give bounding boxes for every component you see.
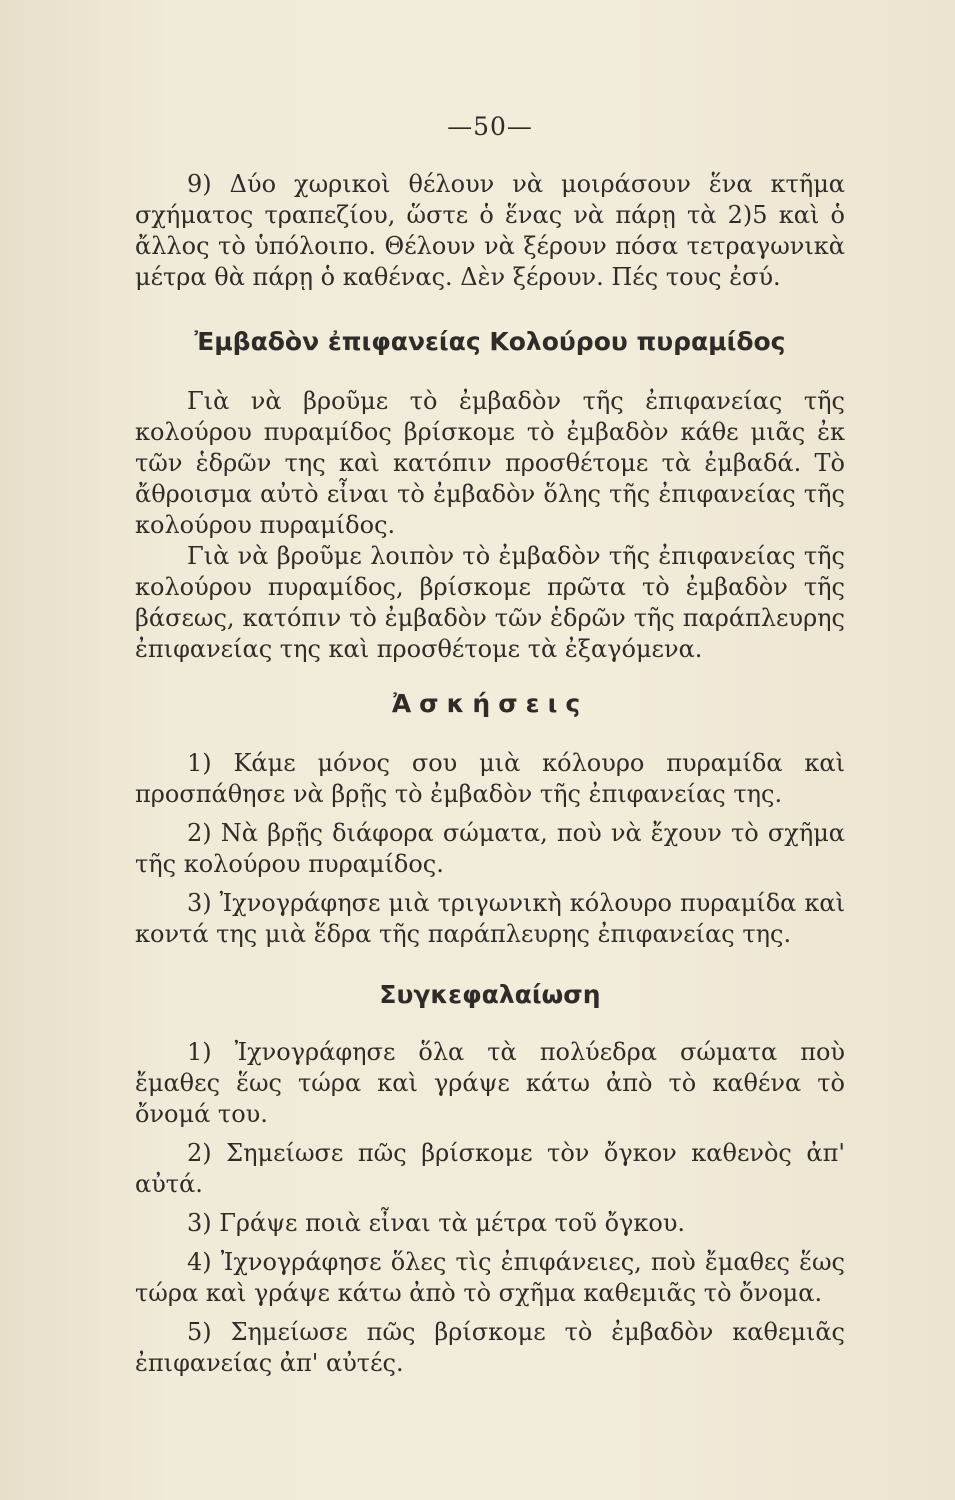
summary-item-1: 1) Ἰχνογράφησε ὅλα τὰ πολύεδρα σώματα ποὺ ἔμαθες ἕως τώρα καὶ γράψε κάτω ἀπὸ τὸ καθένα τὸ ὄνομά του. — [135, 1038, 845, 1128]
surface-area-paragraph-2: Γιὰ νὰ βροῦμε λοιπὸν τὸ ἐμβαδὸν τῆς ἐπιφανείας τῆς κολούρου πυραμίδος, βρίσκομε πρῶτα τὸ ἐμβαδὸν τῆς βάσεως, κατόπιν τὸ ἐμβαδὸν τῶν ἑδρῶν τῆς παράπλευρης ἐπιφανείας της καὶ προσθέτομε τὰ ἐξαγόμενα. — [135, 542, 845, 663]
exercise-item-3: 3) Ἰχνογράφησε μιὰ τριγωνικὴ κόλουρο πυραμίδα καὶ κοντά της μιὰ ἕδρα τῆς παράπλευρης ἐπιφανείας της. — [135, 889, 845, 948]
section-heading-summary: Συγκεφαλαίωση — [379, 980, 601, 1009]
page-content — [135, 112, 845, 1387]
summary-item-5: 5) Σημείωσε πῶς βρίσκομε τὸ ἐμβαδὸν καθεμιᾶς ἐπιφανείας ἀπ' αὐτές. — [135, 1318, 845, 1377]
exercise-item-1: 1) Κάμε μόνος σου μιὰ κόλουρο πυραμίδα καὶ προσπάθησε νὰ βρῇς τὸ ἐμβαδὸν τῆς ἐπιφανείας της. — [135, 749, 845, 808]
surface-area-paragraph-1: Γιὰ νὰ βροῦμε τὸ ἐμβαδὸν τῆς ἐπιφανείας τῆς κολούρου πυραμίδος βρίσκομε τὸ ἐμβαδὸν κάθε μιᾶς ἐκ τῶν ἑδρῶν της καὶ κατόπιν προσθέτομε τὰ ἐμβαδά. Τὸ ἄθροισμα αὐτὸ εἶναι τὸ ἐμβαδὸν ὅλης τῆς ἐπιφανείας τῆς κολούρου πυραμίδος. — [135, 387, 845, 539]
section-heading-exercises: Ἀσκήσεις — [391, 689, 589, 718]
summary-item-3: 3) Γράψε ποιὰ εἶναι τὰ μέτρα τοῦ ὄγκου. — [187, 1209, 686, 1237]
section-heading-frustum-surface-area: Ἐμβαδὸν ἐπιφανείας Κολούρου πυραμίδος — [194, 327, 786, 356]
summary-item-2: 2) Σημείωσε πῶς βρίσκομε τὸν ὄγκον καθενὸς ἀπ' αὐτά. — [135, 1139, 845, 1198]
summary-list — [135, 1037, 845, 1379]
page-number: —50— — [447, 112, 533, 141]
exercises-list — [135, 748, 845, 950]
exercise-9-paragraph: 9) Δύο χωρικοὶ θέλουν νὰ μοιράσουν ἕνα κτῆμα σχήματος τραπεζίου, ὥστε ὁ ἕνας νὰ πάρῃ τὰ 2)5 καὶ ὁ ἄλλος τὸ ὑπόλοιπο. Θέλουν νὰ ξέρουν πόσα τετραγωνικὰ μέτρα θὰ πάρῃ ὁ καθένας. Δὲν ξέρουν. Πές τους ἐσύ. — [135, 170, 845, 291]
exercise-item-2: 2) Νὰ βρῇς διάφορα σώματα, ποὺ νὰ ἔχουν τὸ σχῆμα τῆς κολούρου πυραμίδος. — [135, 819, 845, 878]
summary-item-4: 4) Ἰχνογράφησε ὅλες τὶς ἐπιφάνειες, ποὺ ἔμαθες ἕως τώρα καὶ γράψε κάτω ἀπὸ τὸ σχῆμα καθεμιᾶς τὸ ὄνομα. — [135, 1248, 845, 1307]
